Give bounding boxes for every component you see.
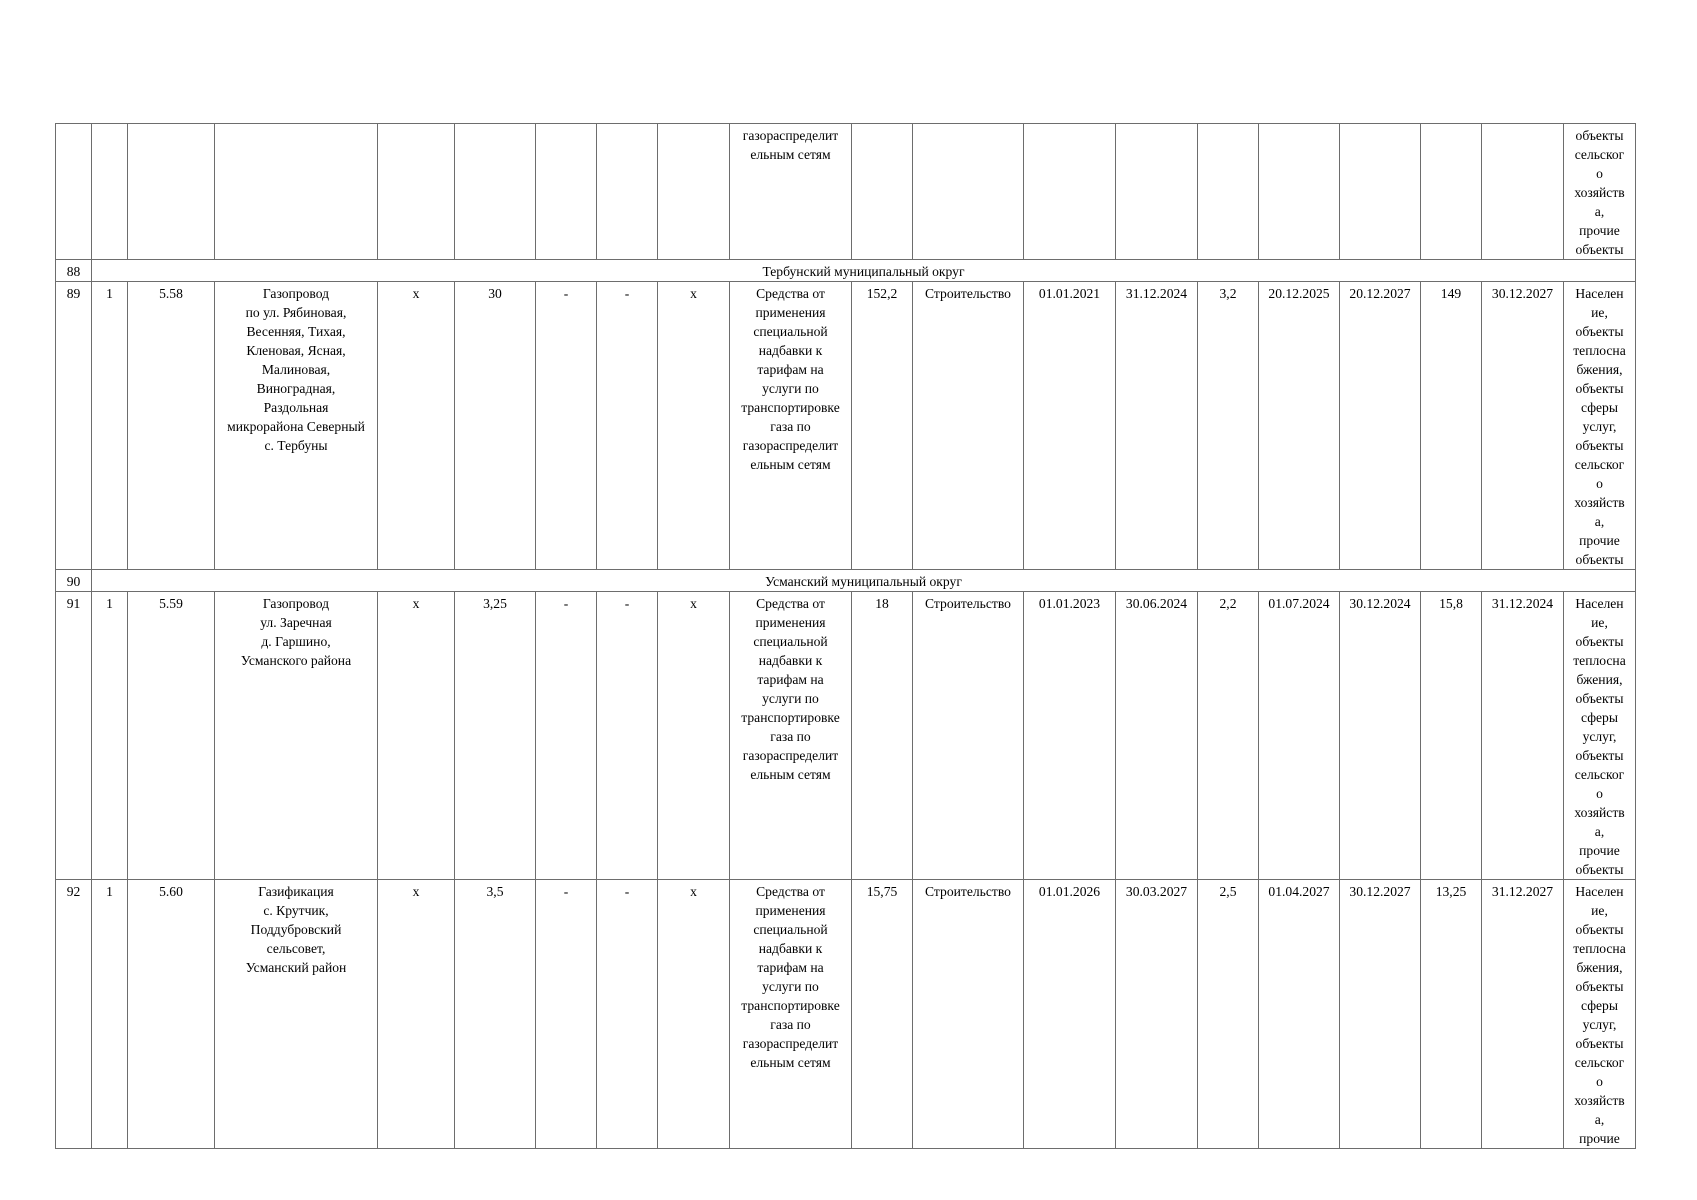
- stage-end-date-cell: [1340, 124, 1421, 260]
- item-number-cell: 1: [92, 282, 128, 570]
- cell-x-2-cell: x: [658, 592, 730, 880]
- consumer-category-cell: Населен ие, объекты теплосна бжения, объекты сферы услуг, объекты сельског о хозяйств а, прочие: [1564, 880, 1636, 1149]
- project-code-cell: 5.60: [128, 880, 215, 1149]
- consumer-category-cell: Населен ие, объекты теплосна бжения, объекты сферы услуг, объекты сельског о хозяйств а, прочие объекты: [1564, 282, 1636, 570]
- table-row: [56, 124, 1636, 260]
- capacity-cell: [455, 124, 536, 260]
- start-date-cell: 01.01.2023: [1024, 592, 1116, 880]
- cell-x-2-cell: x: [658, 880, 730, 1149]
- stage-start-date-cell: [1259, 124, 1340, 260]
- project-code-cell: 5.58: [128, 282, 215, 570]
- funding-source-cell: Средства от применения специальной надбавки к тарифам на услуги по транспортировке газа по газораспределит ельным сетям: [730, 880, 852, 1149]
- stage-start-date-cell: 01.04.2027: [1259, 880, 1340, 1149]
- end-date-cell: 30.06.2024: [1116, 592, 1198, 880]
- item-number-cell: 1: [92, 880, 128, 1149]
- start-date-cell: 01.01.2026: [1024, 880, 1116, 1149]
- stage-start-date-cell: 20.12.2025: [1259, 282, 1340, 570]
- work-type-cell: Строительство: [913, 592, 1024, 880]
- consumer-category-cell: Населен ие, объекты теплосна бжения, объекты сферы услуг, объекты сельског о хозяйств а, прочие объекты: [1564, 592, 1636, 880]
- funding-source-cell: газораспределит ельным сетям: [730, 124, 852, 260]
- cell-x-2-cell: [658, 124, 730, 260]
- end-date-cell: 30.03.2027: [1116, 880, 1198, 1149]
- table-row: [56, 592, 1636, 880]
- capacity-cell: 3,5: [455, 880, 536, 1149]
- completion-date-cell: 30.12.2027: [1482, 282, 1564, 570]
- capacity-cell: 30: [455, 282, 536, 570]
- cell-x-1-cell: [378, 124, 455, 260]
- cell-dash-2-cell: [597, 124, 658, 260]
- object-name-cell: Газификация с. Крутчик, Поддубровский сельсовет, Усманский район: [215, 880, 378, 1149]
- stage-cost-cell: 3,2: [1198, 282, 1259, 570]
- group-header-row: [56, 260, 1636, 282]
- cost-cell: 15,75: [852, 880, 913, 1149]
- cell-dash-1-cell: -: [536, 880, 597, 1149]
- stage-volume-cell: 149: [1421, 282, 1482, 570]
- object-name-cell: Газопровод по ул. Рябиновая, Весенняя, Тихая, Кленовая, Ясная, Малиновая, Виноградная, Раздольная микрорайона Северный с. Тербуны: [215, 282, 378, 570]
- row-number-cell: 89: [56, 282, 92, 570]
- end-date-cell: [1116, 124, 1198, 260]
- cell-x-2-cell: x: [658, 282, 730, 570]
- completion-date-cell: 31.12.2024: [1482, 592, 1564, 880]
- work-type-cell: [913, 124, 1024, 260]
- municipal-district-name: Усманский муниципальный округ: [92, 570, 1636, 592]
- table-row: [56, 880, 1636, 1149]
- cell-dash-2-cell: -: [597, 880, 658, 1149]
- stage-volume-cell: [1421, 124, 1482, 260]
- capacity-cell: 3,25: [455, 592, 536, 880]
- stage-end-date-cell: 20.12.2027: [1340, 282, 1421, 570]
- end-date-cell: 31.12.2024: [1116, 282, 1198, 570]
- cell-dash-1-cell: -: [536, 592, 597, 880]
- cell-x-1-cell: x: [378, 880, 455, 1149]
- group-header-row: [56, 570, 1636, 592]
- project-code-cell: 5.59: [128, 592, 215, 880]
- group-number-cell: 88: [56, 260, 92, 282]
- project-code-cell: [128, 124, 215, 260]
- funding-source-cell: Средства от применения специальной надбавки к тарифам на услуги по транспортировке газа по газораспределит ельным сетям: [730, 592, 852, 880]
- investment-program-table: [55, 123, 1636, 1149]
- object-name-cell: Газопровод ул. Заречная д. Гаршино, Усманского района: [215, 592, 378, 880]
- municipal-district-name: Тербунский муниципальный округ: [92, 260, 1636, 282]
- item-number-cell: [92, 124, 128, 260]
- stage-end-date-cell: 30.12.2024: [1340, 592, 1421, 880]
- stage-cost-cell: 2,2: [1198, 592, 1259, 880]
- group-number-cell: 90: [56, 570, 92, 592]
- row-number-cell: 92: [56, 880, 92, 1149]
- start-date-cell: 01.01.2021: [1024, 282, 1116, 570]
- funding-source-cell: Средства от применения специальной надбавки к тарифам на услуги по транспортировке газа по газораспределит ельным сетям: [730, 282, 852, 570]
- cell-x-1-cell: x: [378, 592, 455, 880]
- cell-dash-1-cell: -: [536, 282, 597, 570]
- start-date-cell: [1024, 124, 1116, 260]
- object-name-cell: [215, 124, 378, 260]
- cell-x-1-cell: x: [378, 282, 455, 570]
- cost-cell: 18: [852, 592, 913, 880]
- stage-end-date-cell: 30.12.2027: [1340, 880, 1421, 1149]
- work-type-cell: Строительство: [913, 880, 1024, 1149]
- item-number-cell: 1: [92, 592, 128, 880]
- stage-volume-cell: 13,25: [1421, 880, 1482, 1149]
- stage-volume-cell: 15,8: [1421, 592, 1482, 880]
- completion-date-cell: [1482, 124, 1564, 260]
- cell-dash-1-cell: [536, 124, 597, 260]
- table-body: [56, 124, 1636, 1149]
- cell-dash-2-cell: -: [597, 592, 658, 880]
- stage-cost-cell: [1198, 124, 1259, 260]
- cost-cell: 152,2: [852, 282, 913, 570]
- work-type-cell: Строительство: [913, 282, 1024, 570]
- consumer-category-cell: объекты сельског о хозяйств а, прочие объекты: [1564, 124, 1636, 260]
- table-row: [56, 282, 1636, 570]
- row-number-cell: [56, 124, 92, 260]
- stage-start-date-cell: 01.07.2024: [1259, 592, 1340, 880]
- cost-cell: [852, 124, 913, 260]
- completion-date-cell: 31.12.2027: [1482, 880, 1564, 1149]
- row-number-cell: 91: [56, 592, 92, 880]
- cell-dash-2-cell: -: [597, 282, 658, 570]
- stage-cost-cell: 2,5: [1198, 880, 1259, 1149]
